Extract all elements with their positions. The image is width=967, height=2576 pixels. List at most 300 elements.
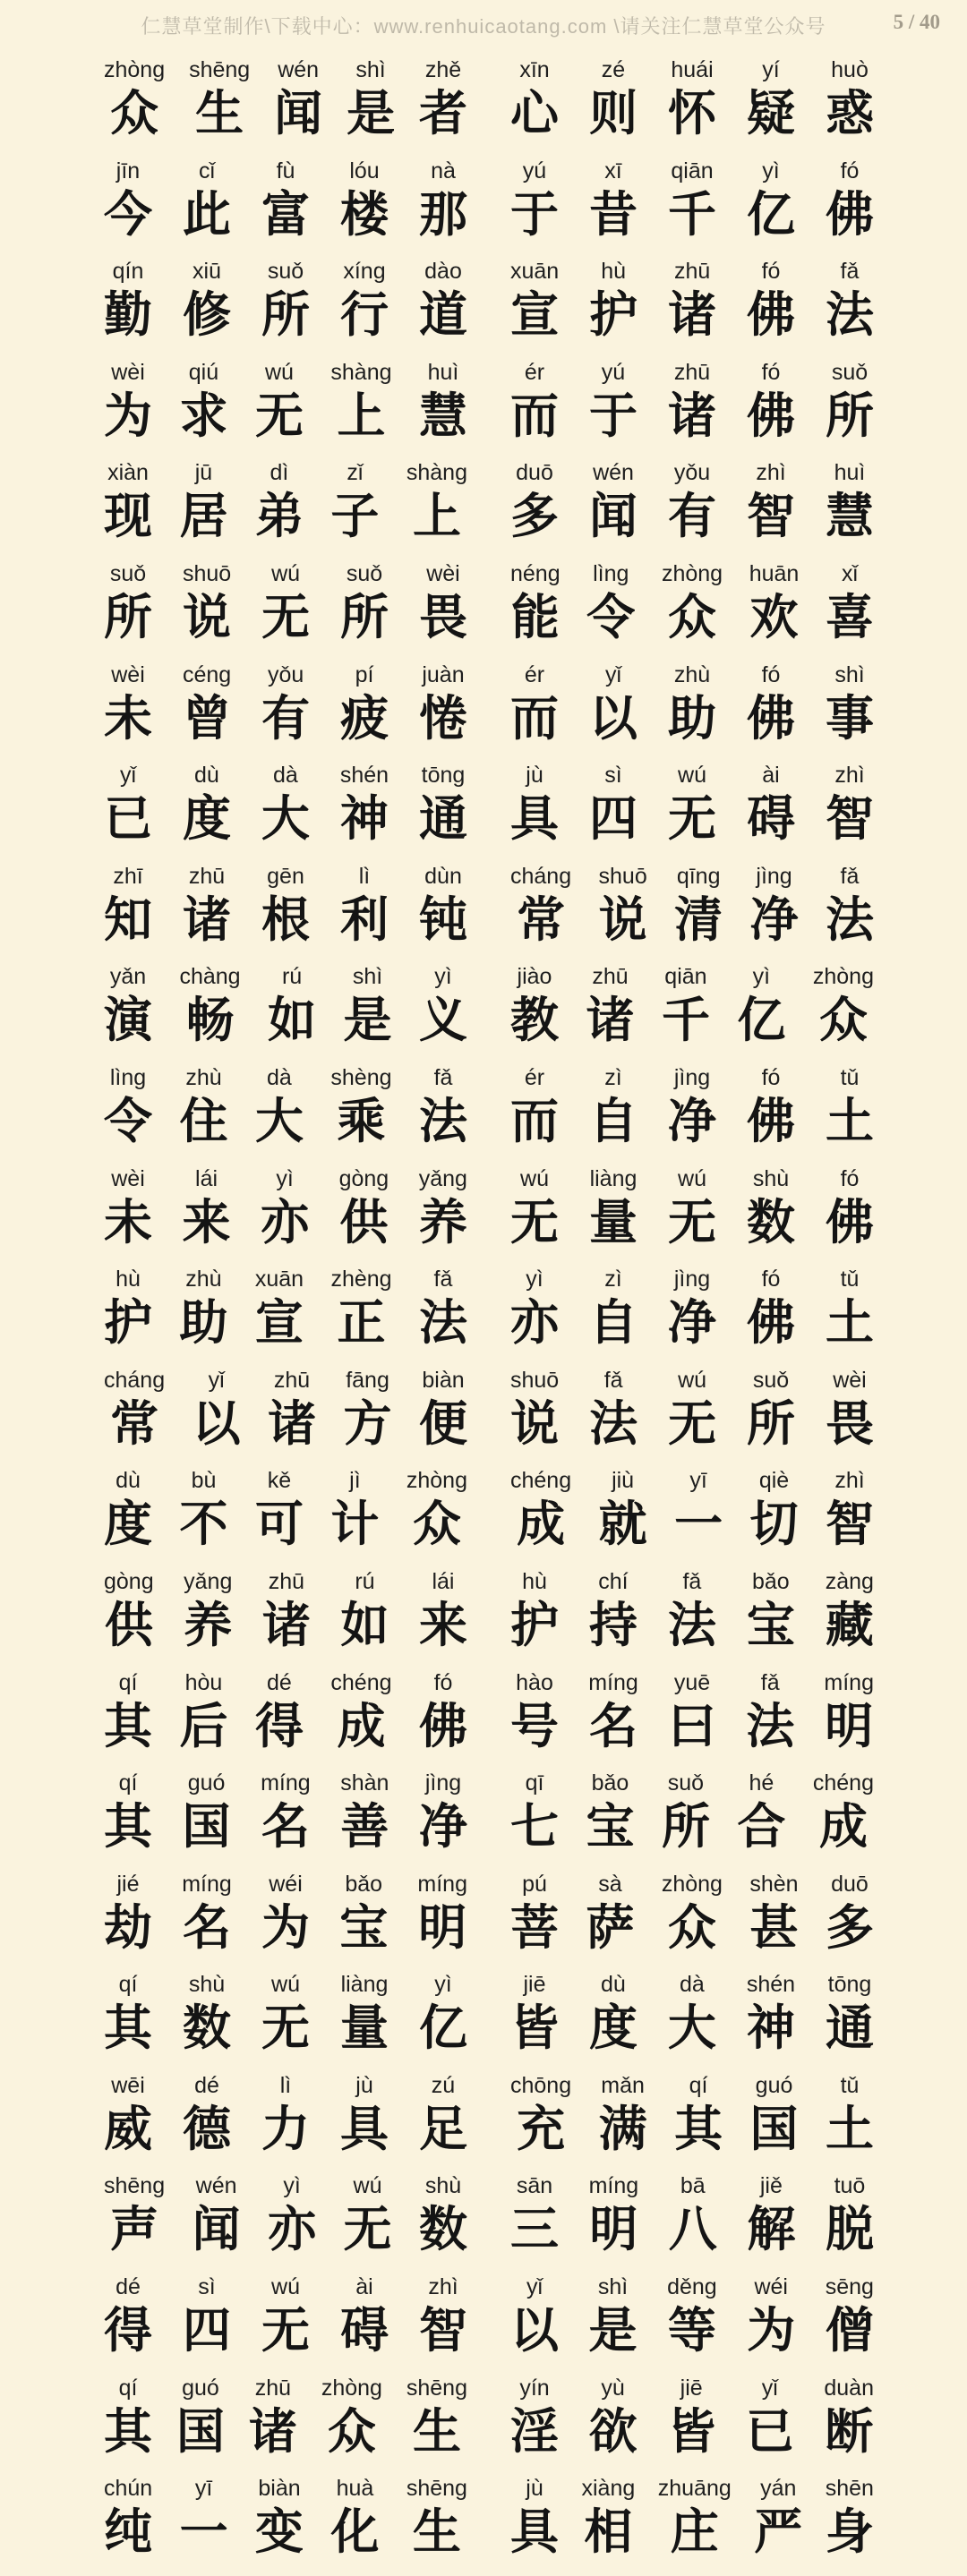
char-cell bbox=[255, 1064, 304, 1151]
verse-row bbox=[104, 258, 874, 359]
pinyin-text: shuō bbox=[182, 560, 232, 586]
pinyin-text: wú bbox=[271, 560, 301, 586]
hanzi-text: 多 bbox=[510, 490, 559, 544]
hanzi-text: 身 bbox=[825, 2505, 874, 2560]
verse-column-left bbox=[104, 2375, 467, 2461]
verse-column-left bbox=[104, 762, 467, 849]
char-cell bbox=[104, 158, 152, 244]
verse-column-right bbox=[510, 963, 874, 1050]
hanzi-text: 解 bbox=[747, 2203, 796, 2257]
char-cell bbox=[510, 863, 571, 950]
pinyin-text: jì bbox=[349, 1468, 361, 1494]
pinyin-text: dé bbox=[267, 1669, 292, 1695]
pinyin-text: zhòng bbox=[661, 1871, 723, 1897]
verse-row bbox=[104, 1871, 874, 1972]
page-indicator: 5 / 40 bbox=[893, 11, 940, 33]
pinyin-text: shēng bbox=[104, 2173, 166, 2199]
pinyin-text: jù bbox=[526, 2476, 543, 2502]
char-cell bbox=[510, 459, 559, 546]
char-cell bbox=[255, 359, 304, 446]
char-cell bbox=[747, 1165, 795, 1252]
verse-row bbox=[104, 661, 874, 763]
pinyin-text: chéng bbox=[330, 1669, 392, 1695]
char-cell bbox=[510, 661, 559, 748]
hanzi-text: 无 bbox=[668, 1396, 717, 1451]
hanzi-text: 以 bbox=[192, 1396, 241, 1451]
hanzi-text: 亦 bbox=[261, 1195, 310, 1250]
verse-column-right bbox=[510, 1770, 874, 1856]
char-cell bbox=[419, 963, 467, 1050]
hanzi-text: 生 bbox=[412, 2505, 461, 2560]
pinyin-text: wú bbox=[271, 2274, 300, 2300]
char-cell bbox=[419, 1971, 467, 2058]
char-cell bbox=[344, 963, 392, 1050]
char-cell bbox=[589, 762, 638, 849]
char-cell bbox=[510, 1266, 559, 1352]
hanzi-text: 未 bbox=[104, 1195, 152, 1250]
pinyin-text: zhì bbox=[834, 763, 865, 789]
char-cell bbox=[340, 2273, 389, 2360]
pinyin-text: fǎ bbox=[760, 1669, 780, 1695]
hanzi-text: 无 bbox=[254, 388, 304, 443]
pinyin-text: suǒ bbox=[267, 259, 304, 285]
hanzi-text: 皆 bbox=[667, 2404, 716, 2459]
pinyin-text: sì bbox=[198, 2274, 216, 2300]
hanzi-text: 大 bbox=[254, 1094, 304, 1148]
hanzi-text: 众 bbox=[818, 994, 868, 1048]
pinyin-text: qí bbox=[118, 1770, 138, 1796]
pinyin-text: hé bbox=[749, 1770, 774, 1796]
hanzi-text: 弟 bbox=[254, 490, 304, 544]
hanzi-text: 所 bbox=[340, 590, 389, 644]
char-cell bbox=[826, 1266, 874, 1352]
pinyin-text: zhī bbox=[113, 863, 143, 889]
hanzi-text: 说 bbox=[183, 590, 232, 644]
char-cell bbox=[599, 1467, 647, 1554]
pinyin-text: dé bbox=[116, 2274, 141, 2300]
pinyin-text: chàng bbox=[179, 964, 241, 990]
pinyin-text: qí bbox=[689, 2072, 708, 2098]
pinyin-text: juàn bbox=[422, 661, 465, 687]
char-cell bbox=[183, 1770, 231, 1856]
pinyin-text: fó bbox=[433, 1669, 453, 1695]
hanzi-text: 为 bbox=[104, 388, 152, 443]
pinyin-text: zhù bbox=[185, 1064, 222, 1090]
hanzi-text: 成 bbox=[337, 1699, 386, 1753]
pinyin-text: cháng bbox=[510, 863, 572, 889]
hanzi-text: 智 bbox=[747, 490, 795, 544]
pinyin-text: huà bbox=[336, 2476, 374, 2502]
char-cell bbox=[510, 1568, 559, 1655]
char-cell bbox=[104, 1871, 152, 1958]
hanzi-text: 量 bbox=[589, 1195, 638, 1250]
char-cell bbox=[668, 1165, 716, 1252]
hanzi-text: 具 bbox=[510, 792, 559, 847]
hanzi-text: 惓 bbox=[418, 691, 467, 746]
char-cell bbox=[419, 1064, 467, 1151]
verse-column-right bbox=[510, 2375, 874, 2461]
hanzi-text: 无 bbox=[510, 1195, 559, 1250]
char-cell bbox=[183, 2273, 231, 2360]
hanzi-text: 号 bbox=[510, 1699, 559, 1753]
verse-row bbox=[104, 1669, 874, 1770]
hanzi-text: 说 bbox=[598, 892, 647, 947]
pinyin-text: xīn bbox=[519, 57, 550, 82]
hanzi-text: 宝 bbox=[339, 1900, 389, 1955]
pinyin-text: chéng bbox=[812, 1770, 874, 1796]
verse-row bbox=[104, 863, 874, 964]
char-cell bbox=[510, 1467, 571, 1554]
verse-column-right bbox=[510, 1165, 874, 1252]
pinyin-text: yí bbox=[762, 57, 780, 82]
char-cell bbox=[406, 1467, 467, 1554]
hanzi-text: 碍 bbox=[340, 2304, 389, 2358]
pinyin-text: jié bbox=[116, 1871, 140, 1897]
verse-column-left bbox=[104, 1467, 467, 1554]
hanzi-text: 无 bbox=[261, 2001, 310, 2056]
char-cell bbox=[588, 1669, 638, 1756]
char-cell bbox=[747, 1971, 795, 2058]
char-cell bbox=[746, 2375, 794, 2461]
pinyin-text: chún bbox=[104, 2476, 153, 2502]
hanzi-text: 三 bbox=[510, 2203, 559, 2257]
pinyin-text: lì bbox=[279, 2072, 292, 2098]
char-cell bbox=[662, 1871, 723, 1958]
hanzi-text: 所 bbox=[826, 388, 874, 443]
verse-row bbox=[104, 1064, 874, 1165]
pinyin-text: bǎo bbox=[591, 1770, 629, 1796]
hanzi-text: 法 bbox=[825, 892, 874, 947]
char-cell bbox=[347, 56, 395, 143]
hanzi-text: 怀 bbox=[668, 87, 716, 141]
char-cell bbox=[586, 1871, 634, 1958]
char-cell bbox=[826, 1971, 874, 2058]
char-cell bbox=[589, 1266, 638, 1352]
char-cell bbox=[510, 359, 559, 446]
hanzi-text: 诸 bbox=[183, 892, 231, 947]
verse-column-right bbox=[510, 1467, 874, 1554]
char-cell bbox=[183, 1971, 231, 2058]
hanzi-text: 佛 bbox=[747, 1296, 795, 1351]
char-cell bbox=[104, 2072, 152, 2159]
hanzi-text: 智 bbox=[419, 2304, 467, 2358]
char-cell bbox=[510, 1367, 559, 1454]
hanzi-text: 土 bbox=[826, 1094, 874, 1148]
pinyin-text: qī bbox=[525, 1770, 544, 1796]
char-cell bbox=[813, 963, 874, 1050]
hanzi-text: 神 bbox=[339, 792, 389, 847]
verse-column-left bbox=[104, 1669, 467, 1756]
pinyin-text: fó bbox=[761, 1267, 781, 1292]
pinyin-text: yǐ bbox=[526, 2274, 543, 2300]
hanzi-text: 生 bbox=[412, 2404, 461, 2459]
verse-column-right bbox=[510, 359, 874, 446]
verse-row bbox=[104, 2273, 874, 2375]
pinyin-text: zì bbox=[604, 1267, 622, 1292]
pinyin-text: dùn bbox=[424, 863, 462, 889]
pinyin-text: shuō bbox=[510, 1367, 560, 1393]
verse-column-right bbox=[510, 661, 874, 748]
char-cell bbox=[510, 1770, 559, 1856]
char-cell bbox=[183, 762, 231, 849]
pinyin-text: hào bbox=[516, 1669, 553, 1695]
char-cell bbox=[330, 1467, 379, 1554]
pinyin-text: yǐ bbox=[208, 1367, 225, 1393]
pinyin-text: yì bbox=[434, 964, 452, 990]
hanzi-text: 佛 bbox=[747, 1094, 795, 1148]
char-cell bbox=[339, 1871, 388, 1958]
char-cell bbox=[510, 2475, 559, 2562]
char-cell bbox=[179, 963, 240, 1050]
pinyin-text: míng bbox=[261, 1770, 311, 1796]
char-cell bbox=[419, 56, 467, 143]
hanzi-text: 净 bbox=[419, 1800, 467, 1855]
hanzi-text: 事 bbox=[826, 691, 874, 746]
hanzi-text: 现 bbox=[104, 490, 152, 544]
char-cell bbox=[747, 1568, 795, 1655]
char-cell bbox=[406, 459, 467, 546]
char-cell bbox=[826, 1064, 874, 1151]
hanzi-text: 多 bbox=[825, 1900, 874, 1955]
verse-row bbox=[104, 762, 874, 863]
hanzi-text: 诸 bbox=[586, 994, 635, 1048]
pinyin-text: wú bbox=[271, 1972, 300, 1998]
verse-column-left bbox=[104, 158, 467, 244]
pinyin-text: néng bbox=[510, 560, 561, 586]
hanzi-text: 具 bbox=[510, 2505, 559, 2560]
pinyin-text: huái bbox=[671, 57, 714, 82]
hanzi-text: 疲 bbox=[340, 691, 389, 746]
hanzi-text: 持 bbox=[588, 1598, 638, 1652]
hanzi-text: 量 bbox=[340, 2001, 389, 2056]
pinyin-text: shēng bbox=[406, 2375, 467, 2401]
pinyin-text: míng bbox=[417, 1871, 467, 1897]
hanzi-text: 住 bbox=[179, 1094, 228, 1148]
char-cell bbox=[826, 661, 874, 748]
pinyin-text: sān bbox=[516, 2173, 553, 2199]
hanzi-text: 藏 bbox=[825, 1598, 874, 1652]
pinyin-text: duàn bbox=[824, 2375, 874, 2401]
char-cell bbox=[184, 1568, 232, 1655]
pinyin-text: zàng bbox=[825, 1568, 874, 1594]
hanzi-text: 心 bbox=[510, 87, 559, 141]
hanzi-text: 畅 bbox=[185, 994, 235, 1048]
pinyin-text: chí bbox=[598, 1568, 629, 1594]
pinyin-text: cháng bbox=[104, 1367, 166, 1393]
pinyin-text: hù bbox=[522, 1568, 547, 1594]
char-cell bbox=[104, 1467, 152, 1554]
hanzi-text: 无 bbox=[261, 2304, 310, 2358]
hanzi-text: 法 bbox=[746, 1699, 795, 1753]
pinyin-text: gēn bbox=[267, 863, 304, 889]
hanzi-text: 所 bbox=[661, 1800, 710, 1855]
hanzi-text: 如 bbox=[340, 1598, 389, 1652]
hanzi-text: 度 bbox=[182, 792, 231, 847]
hanzi-text: 明 bbox=[589, 2203, 638, 2257]
hanzi-text: 其 bbox=[104, 1800, 152, 1855]
hanzi-text: 上 bbox=[337, 388, 386, 443]
pinyin-text: duō bbox=[516, 460, 553, 486]
pinyin-text: fǎ bbox=[433, 1064, 453, 1090]
hanzi-text: 法 bbox=[418, 1296, 467, 1351]
pinyin-text: wú bbox=[678, 1165, 706, 1191]
hanzi-text: 甚 bbox=[749, 1900, 799, 1955]
hanzi-text: 宝 bbox=[586, 1800, 635, 1855]
char-cell bbox=[419, 1367, 467, 1454]
pinyin-text: fó bbox=[840, 158, 860, 183]
pinyin-text: jù bbox=[355, 2072, 373, 2098]
verse-row bbox=[104, 1568, 874, 1669]
char-cell bbox=[510, 1971, 559, 2058]
hanzi-text: 亦 bbox=[510, 1296, 559, 1351]
pinyin-text: shèn bbox=[749, 1871, 799, 1897]
char-cell bbox=[826, 158, 874, 244]
pinyin-text: qīng bbox=[676, 863, 721, 889]
pinyin-text: duō bbox=[831, 1871, 869, 1897]
hanzi-text: 其 bbox=[104, 2001, 152, 2056]
verse-column-left bbox=[104, 56, 467, 143]
pinyin-text: yǐ bbox=[119, 763, 137, 789]
char-cell bbox=[747, 1266, 795, 1352]
hanzi-text: 法 bbox=[667, 1598, 716, 1652]
char-cell bbox=[510, 1669, 559, 1756]
hanzi-text: 严 bbox=[754, 2505, 803, 2560]
hanzi-text: 钝 bbox=[419, 892, 467, 947]
pinyin-text: yǒu bbox=[267, 661, 304, 687]
hanzi-text: 有 bbox=[668, 490, 716, 544]
char-cell bbox=[340, 863, 389, 950]
pinyin-text: shì bbox=[597, 2274, 629, 2300]
pinyin-text: shēn bbox=[825, 2476, 874, 2502]
pinyin-text: pí bbox=[355, 661, 374, 687]
pinyin-text: wú bbox=[678, 763, 706, 789]
pinyin-text: yǐ bbox=[604, 661, 622, 687]
hanzi-text: 不 bbox=[179, 1497, 228, 1552]
pinyin-text: xíng bbox=[343, 259, 386, 285]
hanzi-text: 众 bbox=[412, 1497, 461, 1552]
char-cell bbox=[737, 963, 785, 1050]
char-cell bbox=[261, 863, 310, 950]
pinyin-text: zhě bbox=[424, 57, 462, 82]
hanzi-text: 脱 bbox=[825, 2203, 874, 2257]
char-cell bbox=[510, 2375, 559, 2461]
hanzi-text: 演 bbox=[104, 994, 152, 1048]
hanzi-text: 畏 bbox=[418, 590, 467, 644]
char-cell bbox=[747, 1064, 795, 1151]
pinyin-text: ér bbox=[524, 1064, 545, 1090]
verse-column-left bbox=[104, 459, 467, 546]
pinyin-text: ér bbox=[524, 359, 545, 385]
verse-column-right bbox=[510, 2072, 874, 2159]
hanzi-text: 修 bbox=[183, 288, 231, 343]
hanzi-text: 诸 bbox=[668, 388, 716, 443]
hanzi-text: 众 bbox=[327, 2404, 376, 2459]
pinyin-text: jiù bbox=[612, 1468, 635, 1494]
verse-row bbox=[104, 963, 874, 1064]
hanzi-text: 所 bbox=[747, 1396, 796, 1451]
verse-column-right bbox=[510, 56, 874, 143]
pinyin-text: shì bbox=[352, 964, 383, 990]
pinyin-text: jū bbox=[194, 460, 213, 486]
pinyin-text: huì bbox=[427, 359, 459, 385]
hanzi-text: 诸 bbox=[261, 1598, 311, 1652]
char-cell bbox=[589, 661, 638, 748]
pinyin-text: jiào bbox=[517, 964, 552, 990]
char-cell bbox=[826, 459, 874, 546]
hanzi-text: 佛 bbox=[747, 691, 795, 746]
hanzi-text: 惑 bbox=[826, 87, 874, 141]
verse-column-left bbox=[104, 1568, 467, 1655]
char-cell bbox=[826, 1165, 874, 1252]
pinyin-text: fó bbox=[840, 1165, 860, 1191]
pinyin-text: shàn bbox=[340, 1770, 389, 1796]
hanzi-text: 菩 bbox=[510, 1900, 559, 1955]
char-cell bbox=[340, 258, 389, 345]
hanzi-text: 萨 bbox=[586, 1900, 635, 1955]
hanzi-text: 得 bbox=[254, 1699, 304, 1753]
pinyin-text: zhòng bbox=[104, 57, 166, 82]
hanzi-text: 千 bbox=[661, 994, 710, 1048]
pinyin-text: fāng bbox=[346, 1367, 389, 1393]
pinyin-text: chéng bbox=[510, 1468, 572, 1494]
hanzi-text: 知 bbox=[104, 892, 152, 947]
hanzi-text: 足 bbox=[419, 2102, 467, 2156]
char-cell bbox=[104, 661, 152, 748]
char-cell bbox=[581, 2475, 635, 2562]
char-cell bbox=[179, 459, 227, 546]
char-cell bbox=[747, 56, 795, 143]
pinyin-text: fǎ bbox=[603, 1367, 623, 1393]
char-cell bbox=[510, 2273, 559, 2360]
char-cell bbox=[261, 1770, 311, 1856]
pinyin-text: tōng bbox=[421, 763, 466, 789]
char-cell bbox=[668, 1971, 716, 2058]
pinyin-text: suǒ bbox=[831, 359, 869, 385]
pinyin-text: yán bbox=[760, 2476, 797, 2502]
hanzi-text: 成 bbox=[517, 1497, 566, 1552]
char-cell bbox=[824, 2375, 874, 2461]
pinyin-text: zhù bbox=[185, 1267, 222, 1292]
hanzi-text: 养 bbox=[418, 1195, 467, 1250]
hanzi-text: 来 bbox=[418, 1598, 467, 1652]
hanzi-text: 是 bbox=[347, 87, 396, 141]
hanzi-text: 名 bbox=[261, 1800, 310, 1855]
pinyin-text: shù bbox=[752, 1165, 790, 1191]
pinyin-text: wèi bbox=[111, 359, 145, 385]
hanzi-text: 畏 bbox=[825, 1396, 874, 1451]
char-cell bbox=[255, 1266, 304, 1352]
pinyin-text: shén bbox=[746, 1972, 796, 1998]
char-cell bbox=[340, 158, 389, 244]
verse-column-right bbox=[510, 1568, 874, 1655]
hanzi-text: 令 bbox=[586, 590, 636, 644]
hanzi-text: 其 bbox=[674, 2102, 723, 2156]
hanzi-text: 数 bbox=[419, 2203, 467, 2257]
hanzi-text: 碍 bbox=[747, 792, 795, 847]
char-cell bbox=[104, 1165, 152, 1252]
hanzi-text: 亿 bbox=[419, 2001, 467, 2056]
char-cell bbox=[179, 359, 227, 446]
char-cell bbox=[747, 2172, 795, 2259]
char-cell bbox=[104, 963, 152, 1050]
char-cell bbox=[104, 1266, 152, 1352]
pinyin-text: wén bbox=[278, 57, 320, 82]
verse-column-right bbox=[510, 1367, 874, 1454]
pinyin-text: dào bbox=[424, 259, 462, 285]
verse-row bbox=[104, 459, 874, 560]
pinyin-text: yǐ bbox=[761, 2375, 778, 2401]
hanzi-text: 曾 bbox=[183, 691, 232, 746]
